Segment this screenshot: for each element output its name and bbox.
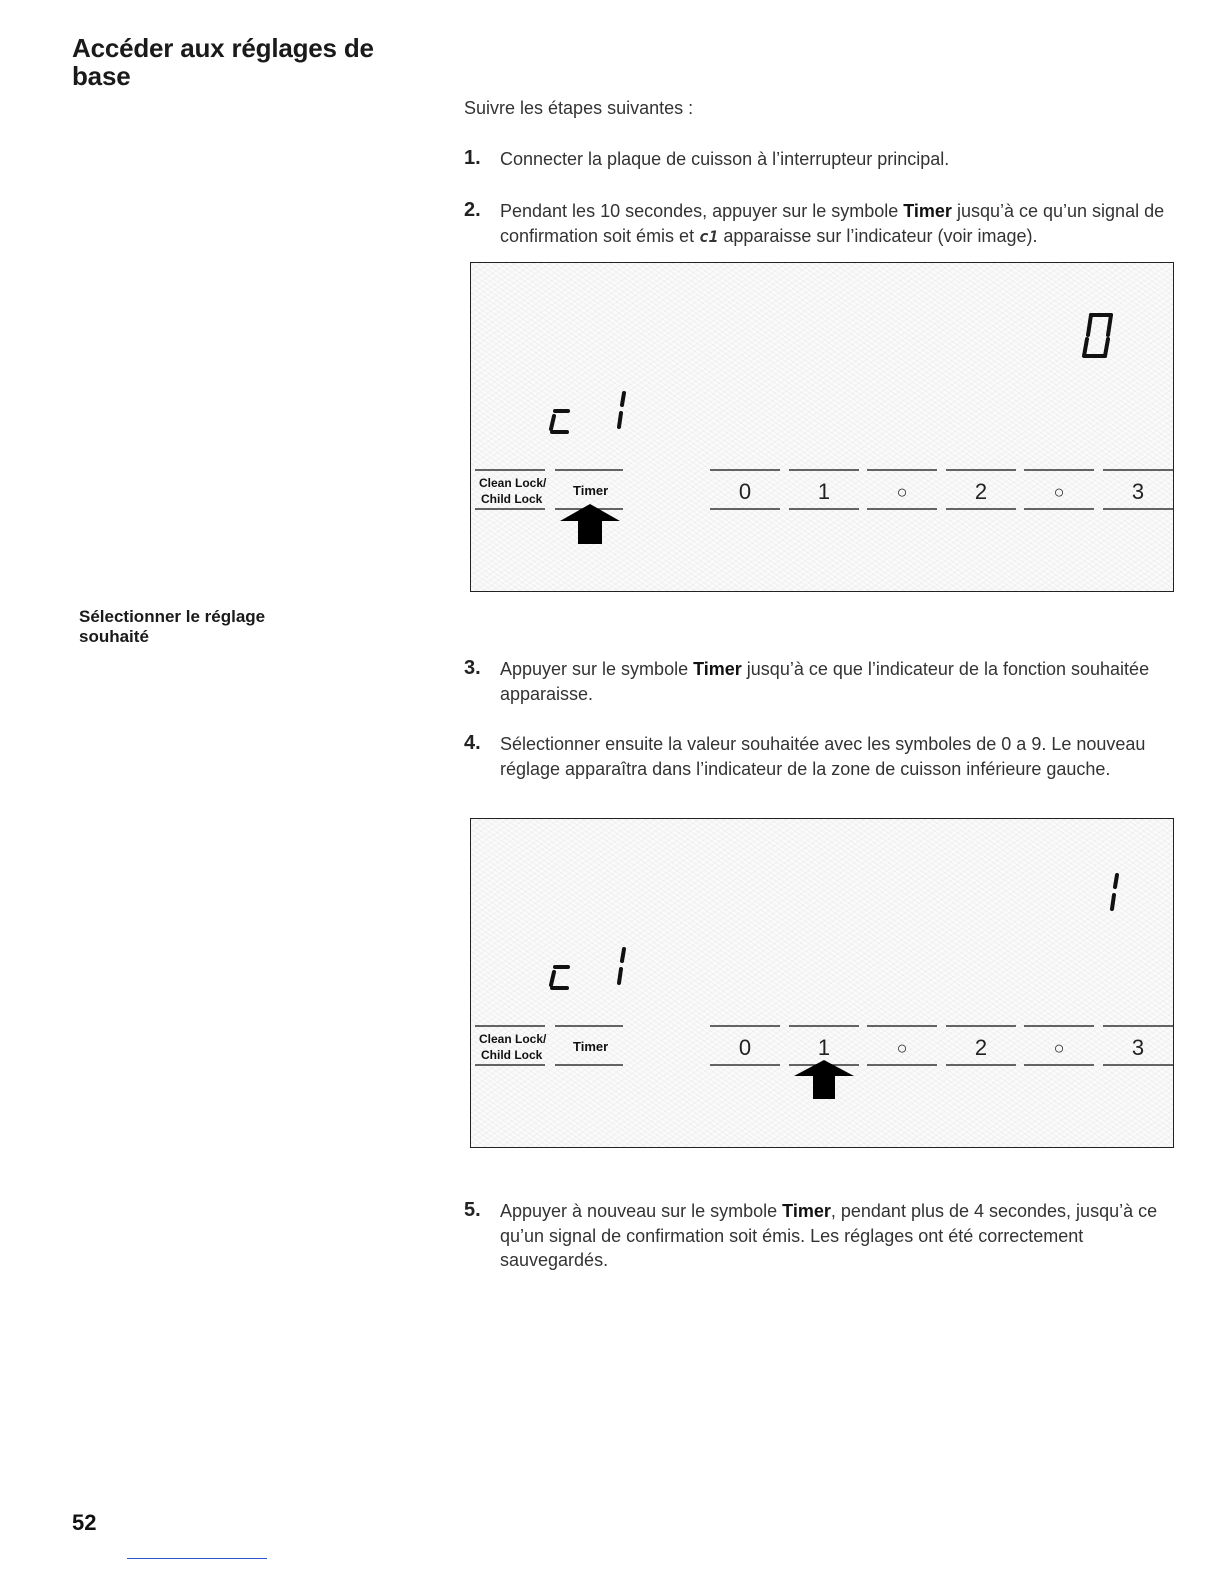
child-lock-label: Child Lock: [481, 492, 543, 506]
step-1: [464, 147, 1184, 172]
step-2: [464, 199, 1184, 249]
key-0: 0: [738, 1035, 752, 1060]
display-zero-icon: [1084, 315, 1111, 356]
step-5: [464, 1199, 1184, 1273]
timer-label: Timer: [573, 483, 609, 498]
page-title: Accéder aux réglages de base: [72, 33, 374, 91]
step-text: Appuyer sur le symbole Timer jusqu’à ce que l’indicateur de la fonction souhaitée apparaisse.: [500, 659, 1150, 704]
step-number: 5.: [464, 1199, 481, 1221]
timer-keyword: Timer: [693, 659, 742, 679]
footer-rule: [127, 1558, 267, 1559]
clean-lock-label: Clean Lock/: [479, 476, 547, 490]
timer-keyword: Timer: [903, 201, 952, 221]
intro-text: Suivre les étapes suivantes :: [464, 98, 694, 118]
key-circle: ○: [896, 482, 908, 502]
section-heading: Sélectionner le réglage souhaité: [79, 607, 266, 646]
step-3: [464, 657, 1184, 706]
step-text: Connecter la plaque de cuisson à l’interrupteur principal.: [500, 149, 950, 169]
key-2: 2: [974, 479, 988, 504]
arrow-up-icon: [560, 504, 620, 544]
clean-lock-label: Clean Lock/: [479, 1032, 547, 1046]
display-one-icon: [1112, 875, 1117, 909]
step-number: 1.: [464, 147, 481, 169]
key-1: 1: [817, 1035, 831, 1060]
child-lock-label: Child Lock: [481, 1048, 543, 1062]
key-3: 3: [1131, 479, 1145, 504]
step-number: 2.: [464, 199, 481, 221]
timer-label: Timer: [573, 1039, 609, 1054]
key-circle: ○: [1053, 1038, 1065, 1058]
key-2: 2: [974, 1035, 988, 1060]
page-number: 52: [72, 1510, 97, 1535]
key-circle: ○: [896, 1038, 908, 1058]
step-text: Pendant les 10 secondes, appuyer sur le symbole Timer jusqu’à ce qu’un signal de confirmation soit émis et c1 apparaisse sur l’indicateur (voir image).: [500, 201, 1165, 246]
key-1: 1: [817, 479, 831, 504]
numeric-keys: [710, 1026, 1173, 1065]
cooktop-panel-1: [470, 262, 1174, 592]
key-circle: ○: [1053, 482, 1065, 502]
key-0: 0: [738, 479, 752, 504]
step-4: [464, 732, 1184, 781]
cooktop-panel-2: [470, 818, 1174, 1148]
numeric-keys: [710, 470, 1173, 509]
step-number: 3.: [464, 657, 481, 679]
panel-1-drawing: [471, 263, 1174, 592]
panel-2-drawing: [471, 819, 1174, 1148]
step-text: Sélectionner ensuite la valeur souhaitée avec les symboles de 0 a 9. Le nouveau réglage apparaîtra dans l’indicateur de la zone de cuisson inférieure gauche.: [500, 734, 1146, 779]
c1-code: c1: [699, 226, 719, 246]
step-number: 4.: [464, 732, 481, 754]
arrow-up-icon: [794, 1060, 854, 1099]
c1-display-icon: [551, 949, 624, 988]
c1-display-icon: [551, 393, 624, 432]
step-text: Appuyer à nouveau sur le symbole Timer, pendant plus de 4 secondes, jusqu’à ce qu’un signal de confirmation soit émis. Les réglages ont été correctement sauvegardés.: [500, 1201, 1158, 1270]
timer-keyword: Timer: [782, 1201, 831, 1221]
key-3: 3: [1131, 1035, 1145, 1060]
